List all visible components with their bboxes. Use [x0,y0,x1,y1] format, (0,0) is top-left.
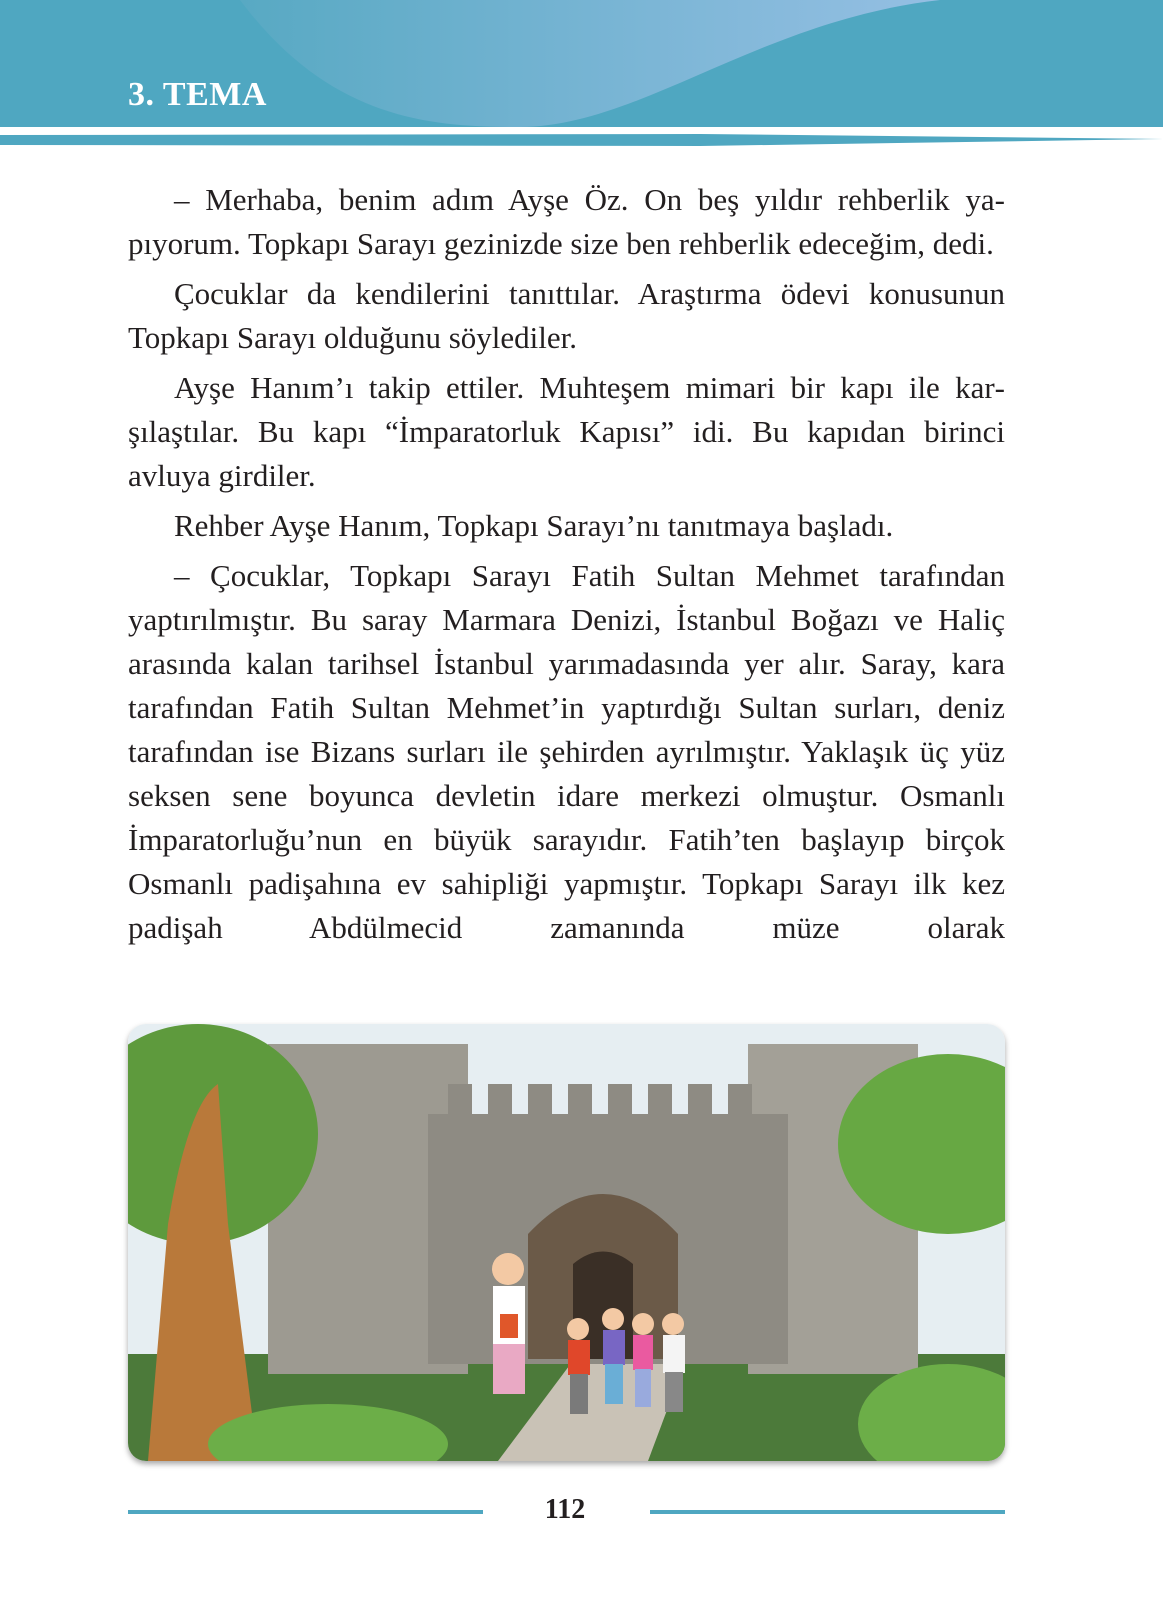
guide-figure [492,1253,525,1394]
header-divider-band [0,134,1163,146]
theme-title: 3. TEMA [128,76,267,113]
footer-line-right [650,1510,1005,1514]
paragraph: Rehber Ayşe Hanım, Topkapı Sarayı’nı tanıtmaya başladı. [174,508,894,543]
body-text [128,178,1005,956]
paragraph: Çocuklar da kendilerini tanıttılar. Araştırma ödevi konusunun Topkapı Sarayı olduğunu söylediler. [128,276,1005,355]
paragraph: Ayşe Hanım’ı takip ettiler. Muhteşem mimari bir kapı ile karşılaştılar. Bu kapı “İmparatorluk Kapısı” idi. Bu kapıdan birinci avluya girdiler. [128,370,1005,493]
topkapi-gate-illustration [128,1024,1005,1461]
footer-line-left [128,1510,483,1514]
chapter-header [0,0,1163,127]
page-number: 112 [544,1494,586,1525]
paragraph: – Çocuklar, Topkapı Sarayı Fatih Sultan Mehmet tarafından yaptırılmıştır. Bu saray Marmara Denizi, İstanbul Boğazı ve Haliç arasında kalan tarihsel İstanbul yarımadasında yer alır. Saray, kara tarafından Fatih Sultan Mehmet’in yaptırdığı Sultan surları, deniz tarafından ise Bizans surları ile şehirden ayrılmıştır. Yaklaşık üç yüz seksen sene boyunca devletin idare merkezi olmuştur. Osmanlı İmparatorluğu’nun en büyük sarayıdır. Fatih’ten başlayıp birçok Osmanlı padişahına ev sahipliği yapmıştır. Topkapı Sarayı ilk kez padişah Abdülmecid zamanında müze olarak [128,558,1005,945]
paragraph: – Merhaba, benim adım Ayşe Öz. On beş yıldır rehberlik yapıyorum. Topkapı Sarayı gezinizde size ben rehberlik edeceğim, dedi. [128,182,1005,261]
